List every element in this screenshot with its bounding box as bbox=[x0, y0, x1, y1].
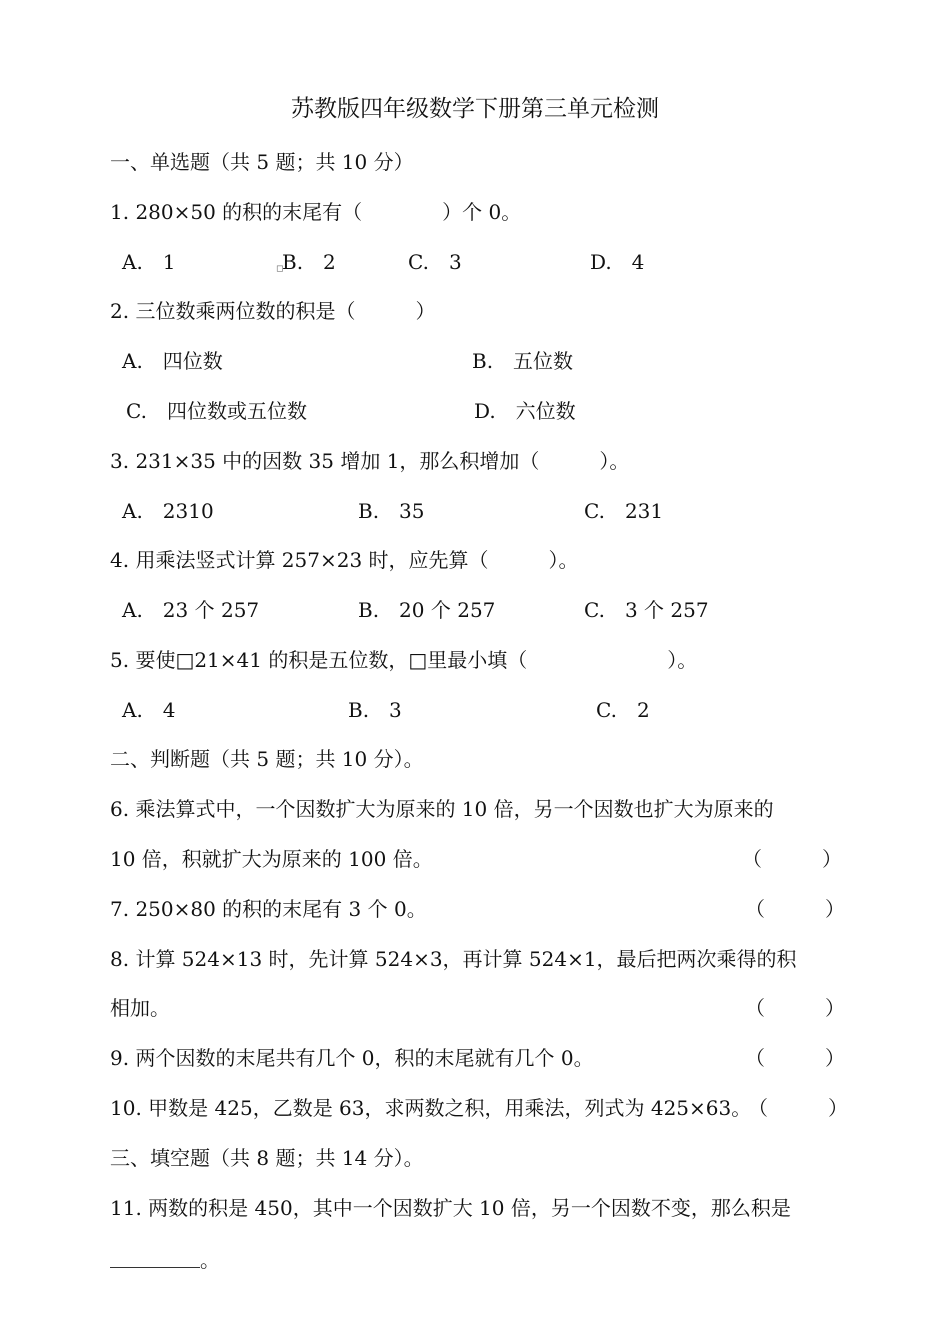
q11-tail: 。 bbox=[200, 1248, 220, 1272]
question-8-line-1: 8. 计算 524×13 时，先计算 524×3，再计算 524×1，最后把两次乘得的积 bbox=[110, 947, 797, 971]
section-heading-fill-in: 三、填空题（共 8 题；共 14 分）。 bbox=[110, 1146, 424, 1170]
q1-option-d[interactable]: D. 4 bbox=[590, 250, 645, 274]
question-10: 10. 甲数是 425，乙数是 63，求两数之积，用乘法，列式为 425×63。 bbox=[110, 1096, 752, 1120]
q2-option-a[interactable]: A. 四位数 bbox=[122, 349, 223, 373]
section-heading-single-choice: 一、单选题（共 5 题；共 10 分） bbox=[110, 150, 414, 174]
question-2: 2. 三位数乘两位数的积是（ ） bbox=[110, 299, 436, 323]
q3-option-a[interactable]: A. 2310 bbox=[122, 499, 214, 523]
question-11-line-1: 11. 两数的积是 450，其中一个因数扩大 10 倍，另一个因数不变，那么积是 bbox=[110, 1196, 791, 1220]
q5-option-a[interactable]: A. 4 bbox=[122, 698, 176, 722]
question-9: 9. 两个因数的末尾共有几个 0，积的末尾就有几个 0。 bbox=[110, 1046, 594, 1070]
section-heading-true-false: 二、判断题（共 5 题；共 10 分）。 bbox=[110, 747, 424, 771]
question-5: 5. 要使□21×41 的积是五位数，□里最小填（ ）。 bbox=[110, 648, 698, 672]
q9-answer-paren[interactable]: （ ） bbox=[745, 1046, 845, 1070]
q2-option-d[interactable]: D. 六位数 bbox=[474, 399, 576, 423]
q3-option-c[interactable]: C. 231 bbox=[584, 499, 664, 523]
page-title: 苏教版四年级数学下册第三单元检测 bbox=[291, 96, 659, 122]
question-7: 7. 250×80 的积的末尾有 3 个 0。 bbox=[110, 897, 427, 921]
q10-answer-paren[interactable]: （ ） bbox=[748, 1096, 848, 1120]
q4-option-b[interactable]: B. 20 个 257 bbox=[358, 598, 496, 622]
question-4: 4. 用乘法竖式计算 257×23 时，应先算（ ）。 bbox=[110, 548, 579, 572]
q8-answer-paren[interactable]: （ ） bbox=[745, 996, 845, 1020]
q11-answer-blank[interactable] bbox=[110, 1266, 200, 1268]
question-3: 3. 231×35 中的因数 35 增加 1，那么积增加（ ）。 bbox=[110, 449, 630, 473]
q4-option-c[interactable]: C. 3 个 257 bbox=[584, 598, 709, 622]
edit-mark-icon: ◻ bbox=[276, 264, 284, 274]
q1-option-c[interactable]: C. 3 bbox=[408, 250, 462, 274]
question-6-line-2: 10 倍，积就扩大为原来的 100 倍。 bbox=[110, 847, 433, 871]
q2-option-b[interactable]: B. 五位数 bbox=[472, 349, 574, 373]
q1-option-b[interactable]: B. 2 bbox=[282, 250, 336, 274]
q5-option-c[interactable]: C. 2 bbox=[596, 698, 650, 722]
q5-option-b[interactable]: B. 3 bbox=[348, 698, 402, 722]
q1-option-a[interactable]: A. 1 bbox=[122, 250, 176, 274]
q3-option-b[interactable]: B. 35 bbox=[358, 499, 425, 523]
question-6-line-1: 6. 乘法算式中，一个因数扩大为原来的 10 倍，另一个因数也扩大为原来的 bbox=[110, 797, 774, 821]
question-8-line-2: 相加。 bbox=[110, 996, 170, 1020]
q2-option-c[interactable]: C. 四位数或五位数 bbox=[126, 399, 307, 423]
q4-option-a[interactable]: A. 23 个 257 bbox=[122, 598, 260, 622]
q7-answer-paren[interactable]: （ ） bbox=[745, 897, 845, 921]
q6-answer-paren[interactable]: （ ） bbox=[742, 847, 842, 871]
question-1: 1. 280×50 的积的末尾有（ ）个 0。 bbox=[110, 200, 522, 224]
